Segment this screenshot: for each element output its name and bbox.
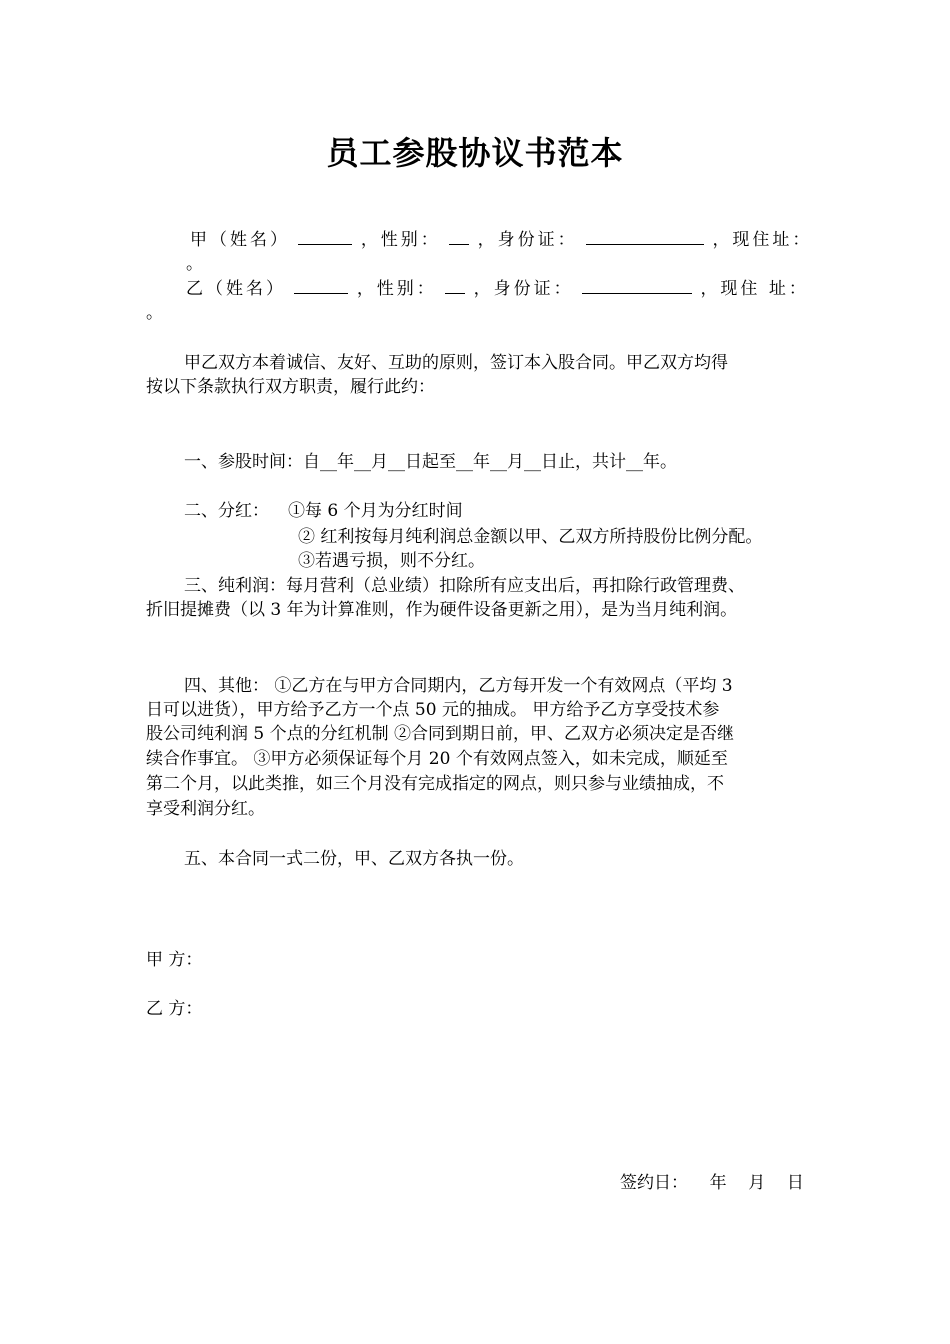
party-b-end: 。 [146,303,163,323]
party-a-line [190,226,812,252]
party-a-label: 甲（姓名） [190,230,290,250]
party-b-address-label: ，现住 址： [700,279,809,299]
clause-2-item-3: ③若遇亏损，则不分红。 [298,551,485,571]
party-b-id-label: ，身份证： [473,279,574,299]
clause-4-line-2: 日可以进货），甲方给予乙方一个点 50 元的抽成。 甲方给予乙方享受技术参 [146,700,720,720]
party-a-end: 。 [186,254,203,274]
party-b-gender-label: ，性别： [356,279,437,299]
party-a-address-label: ，现住址： [712,230,813,250]
party-b-gender-blank [445,275,465,294]
clause-4-line-4: 续合作事宜。 ③甲方必须保证每个月 20 个有效网点签入，如未完成，顺延至 [146,749,728,769]
signing-date: 签约日： 年 月 日 [620,1173,804,1193]
clause-5: 五、本合同一式二份，甲、乙双方各执一份。 [184,849,524,869]
clause-4-line-5: 第二个月，以此类推，如三个月没有完成指定的网点，则只参与业绩抽成，不 [146,774,724,794]
party-b-name-blank [294,275,348,294]
document-title: 员工参股协议书范本 [326,134,624,172]
clause-3-line-2: 折旧提摊费（以 3 年为计算准则，作为硬件设备更新之用），是为当月纯利润。 [146,600,738,620]
signature-party-a: 甲 方： [146,950,203,970]
clause-3-line-1: 三、纯利润：每月营利（总业绩）扣除所有应支出后，再扣除行政管理费、 [184,576,745,596]
clause-1: 一、参股时间：自__年__月__日起至__年__月__日止，共计__年。 [184,452,677,472]
clause-4-line-1: 四、其他： ①乙方在与甲方合同期内，乙方每开发一个有效网点（平均 3 [184,676,733,696]
party-a-id-label: ，身份证： [477,230,578,250]
clause-4-line-6: 享受利润分红。 [146,799,265,819]
party-b-line [186,275,809,301]
intro-line-2: 按以下条款执行双方职责，履行此约： [146,377,435,397]
party-a-gender-label: ，性别： [360,230,441,250]
intro-line-1: 甲乙双方本着诚信、友好、互助的原则，签订本入股合同。甲乙双方均得 [184,353,728,373]
clause-2-label: 二、分红： [184,501,269,521]
clause-2-item-1: ①每 6 个月为分红时间 [288,501,463,521]
party-a-gender-blank [449,226,469,245]
party-b-id-blank [582,275,692,294]
party-a-name-blank [298,226,352,245]
party-a-id-blank [586,226,704,245]
clause-4-line-3: 股公司纯利润 5 个点的分红机制 ②合同到期日前，甲、乙双方必须决定是否继 [146,724,735,744]
party-b-label: 乙（姓名） [186,279,286,299]
clause-2-item-2: ② 红利按每月纯利润总金额以甲、乙双方所持股份比例分配。 [298,527,763,547]
signature-party-b: 乙 方： [146,999,203,1019]
